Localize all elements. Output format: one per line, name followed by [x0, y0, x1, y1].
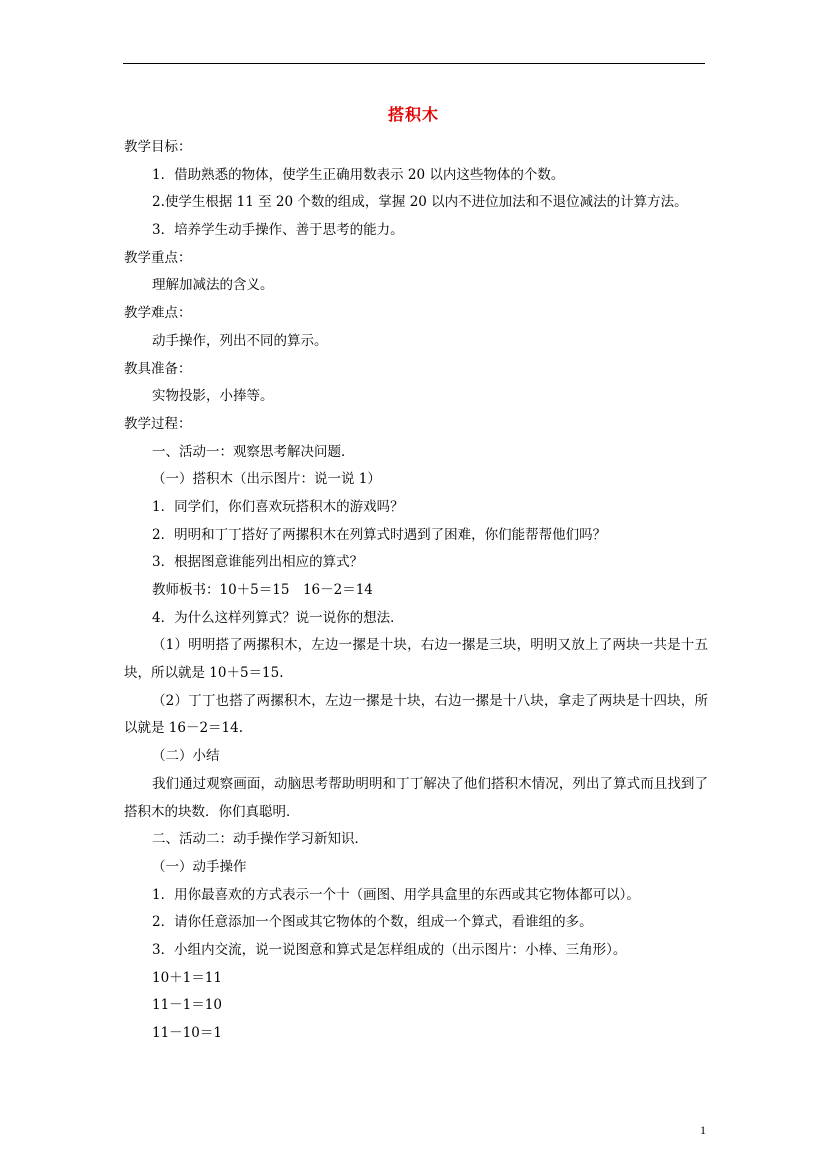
body-line-20: （二）小结	[152, 748, 220, 765]
body-line-21: 我们通过观察画面，动脑思考帮助明明和丁丁解决了他们搭积木情况，列出了算式而且找到了搭积木的块数．你们真聪明．	[124, 775, 708, 820]
body-line-22: 二、活动二：动手操作学习新知识．	[152, 831, 368, 848]
body-line-28: 11－1＝10	[152, 997, 222, 1014]
body-line-15: 3．根据图意谁能列出相应的算式？	[152, 554, 364, 571]
body-line-24: 1．用你最喜欢的方式表示一个十（画图、用学具盒里的东西或其它物体都可以）。	[152, 886, 640, 903]
body-line-3: 3．培养学生动手操作、善于思考的能力。	[152, 222, 404, 239]
body-line-2: 2.使学生根据 11 至 20 个数的组成，掌握 20 以内不进位加法和不退位减法的计算方法。	[152, 194, 688, 211]
document-title: 搭积木	[387, 105, 439, 124]
body-line-16: 教师板书：10＋5＝15 16－2＝14	[152, 582, 373, 598]
body-line-5: 理解加减法的含义。	[152, 277, 274, 294]
body-line-11: 一、活动一：观察思考解决问题．	[152, 443, 355, 460]
body-line-25: 2．请你任意添加一个图或其它物体的个数，组成一个算式，看谁组的多。	[152, 914, 593, 931]
body-line-27: 10＋1＝11	[152, 969, 222, 986]
header-rule	[123, 63, 705, 64]
body-line-10: 教学过程：	[124, 415, 192, 432]
body-line-19: （2）丁丁也搭了两摞积木，左边一摞是十块，右边一摞是十八块，拿走了两块是十四块，所以就是 16－2＝14.	[124, 692, 708, 737]
body-line-8: 教具准备：	[124, 360, 192, 377]
body-line-1: 1．借助熟悉的物体，使学生正确用数表示 20 以内这些物体的个数。	[152, 166, 565, 183]
body-line-14: 2．明明和丁丁搭好了两摞积木在列算式时遇到了困难，你们能帮帮他们吗？	[152, 526, 607, 543]
document-body	[124, 134, 708, 1048]
body-line-29: 11－10＝1	[152, 1025, 222, 1042]
body-line-17: 4．为什么这样列算式？说一说你的想法．	[152, 609, 404, 626]
body-line-6: 教学难点：	[124, 305, 192, 322]
body-line-12: （一）搭积木（出示图片：说一说 1）	[152, 471, 381, 488]
body-line-13: 1．同学们，你们喜欢玩搭积木的游戏吗？	[152, 498, 404, 515]
body-line-7: 动手操作，列出不同的算示。	[152, 332, 328, 349]
body-line-23: （一）动手操作	[152, 858, 247, 875]
body-line-4: 教学重点：	[124, 249, 192, 266]
body-line-26: 3．小组内交流，说一说图意和算式是怎样组成的（出示图片：小棒、三角形）。	[152, 942, 627, 959]
body-line-18: （1）明明搭了两摞积木，左边一摞是十块，右边一摞是三块，明明又放上了两块一共是十五块，所以就是 10＋5＝15.	[124, 637, 708, 682]
body-line-0: 教学目标：	[124, 139, 192, 155]
page-number: 1	[700, 1123, 706, 1137]
body-line-9: 实物投影，小捧等。	[152, 388, 274, 405]
